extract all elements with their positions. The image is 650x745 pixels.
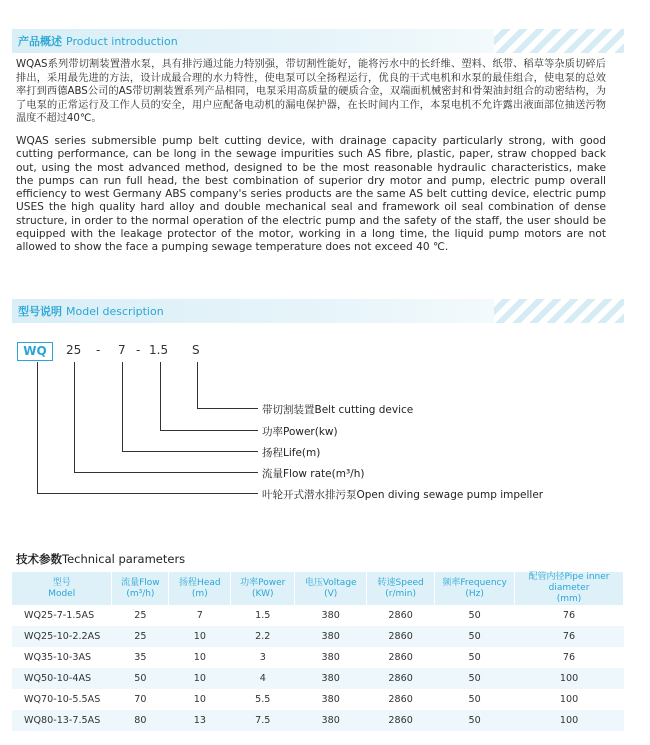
col-header-speed: 转速Speed (r/min) xyxy=(367,572,435,605)
cell-flow: 35 xyxy=(134,652,147,663)
model-desc-flow: 流量Flow rate(m³/h) xyxy=(262,468,365,480)
cell-flow: 25 xyxy=(112,626,169,647)
table-row xyxy=(12,647,624,668)
leader-line-prefix xyxy=(37,362,258,494)
cell-speed: 2860 xyxy=(367,668,435,689)
cell-power: 7.5 xyxy=(231,710,295,731)
cell-head: 10 xyxy=(193,694,206,705)
table-header-row xyxy=(12,572,624,605)
technical-parameters-table xyxy=(12,572,624,731)
model-title-en: Model description xyxy=(66,305,164,318)
model-desc-head: 扬程Life(m) xyxy=(262,447,321,459)
tech-title-en: Technical parameters xyxy=(62,552,186,566)
decorative-stripes xyxy=(494,29,624,53)
cell-pipe-diameter: 76 xyxy=(562,610,576,621)
model-title-cn: 型号说明 xyxy=(18,305,62,318)
cell-power: 4 xyxy=(231,668,295,689)
intro-title-en: Product introduction xyxy=(66,35,178,48)
cell-voltage: 380 xyxy=(321,652,340,663)
cell-frequency: 50 xyxy=(468,694,481,705)
cell-power: 1.5 xyxy=(255,610,271,621)
cell-head: 7 xyxy=(196,610,203,621)
cell-voltage: 380 xyxy=(321,694,340,705)
cell-power: 2.2 xyxy=(231,626,295,647)
model-desc-power: 功率Power(kw) xyxy=(262,426,338,438)
cell-model: WQ80-13-7.5AS xyxy=(12,710,112,731)
cell-speed: 2860 xyxy=(367,710,435,731)
cell-pipe-diameter: 76 xyxy=(515,626,624,647)
cell-flow: 50 xyxy=(112,668,169,689)
table-row xyxy=(12,668,624,689)
cell-power: 5.5 xyxy=(255,694,271,705)
cell-frequency: 50 xyxy=(468,610,481,621)
table-row xyxy=(12,605,624,626)
cell-power: 3 xyxy=(259,652,266,663)
model-code-flow: 25 xyxy=(66,343,82,357)
cell-frequency: 50 xyxy=(435,668,515,689)
cell-voltage: 380 xyxy=(321,610,340,621)
cell-frequency: 50 xyxy=(468,652,481,663)
cell-speed: 2860 xyxy=(388,652,413,663)
cell-head: 10 xyxy=(169,668,231,689)
tech-section-title xyxy=(16,551,185,567)
cell-head: 10 xyxy=(193,652,206,663)
cell-model: WQ35-10-3AS xyxy=(24,652,92,663)
intro-section-header xyxy=(12,29,624,53)
col-header-power: 功率Power (KW) xyxy=(231,572,295,605)
intro-paragraph-cn: WQAS系列带切割装置潜水泵，具有排污通过能力特别强，带切割性能好，能将污水中的长纤维、塑料、纸带、稻草等杂质切碎后排出，采用最先进的方法，设计成最合理的水力特性，使电泵可以全扬程运行，优良的干式电机和水泵的最佳组合，使电泵的总效率打到西德ABS公司的AS带切割装置系列产品相同，电泵采用高质量的硬质合金，双端面机械密封和骨架油封组合的动密结构，为了电泵的正常运行及工作人员的安全，用户应配备电动机的漏电保护器，在长时间内工作，本泵电机不允许露出液面部位抽送污物温度不超过40℃。 xyxy=(16,59,606,125)
cell-head: 10 xyxy=(169,626,231,647)
tech-title-cn: 技术参数 xyxy=(16,552,62,566)
model-code-head: 7 xyxy=(118,343,126,357)
cell-flow: 70 xyxy=(134,694,147,705)
decorative-stripes xyxy=(494,299,624,323)
cell-model: WQ25-10-2.2AS xyxy=(12,626,112,647)
col-header-head: 扬程Head (m) xyxy=(169,572,231,605)
table-row xyxy=(12,626,624,647)
model-desc-prefix: 叶轮开式潜水排污泵Open diving sewage pump impeller xyxy=(262,489,544,501)
cell-voltage: 380 xyxy=(295,668,367,689)
cell-frequency: 50 xyxy=(435,626,515,647)
cell-flow: 25 xyxy=(134,610,147,621)
table-row xyxy=(12,689,624,710)
cell-speed: 2860 xyxy=(367,626,435,647)
model-section-header xyxy=(12,299,624,323)
cell-model: WQ70-10-5.5AS xyxy=(24,694,101,705)
intro-title-cn: 产品概述 xyxy=(18,35,62,48)
col-header-model: 型号 Model xyxy=(12,572,112,605)
cell-pipe-diameter: 100 xyxy=(559,694,579,705)
col-header-pipe-diameter: 配管内径Pipe inner diameter (mm) xyxy=(515,572,624,605)
cell-model: WQ25-7-1.5AS xyxy=(24,610,95,621)
cell-speed: 2860 xyxy=(388,610,413,621)
cell-head: 13 xyxy=(169,710,231,731)
cell-pipe-diameter: 100 xyxy=(515,710,624,731)
table-row xyxy=(12,710,624,731)
cell-frequency: 50 xyxy=(435,710,515,731)
model-section-title xyxy=(18,303,164,319)
col-header-flow: 流量Flow (m³/h) xyxy=(112,572,169,605)
cell-model: WQ50-10-4AS xyxy=(12,668,112,689)
model-code-prefix: WQ xyxy=(17,342,53,361)
model-desc-suffix: 带切割装置Belt cutting device xyxy=(262,404,414,416)
cell-speed: 2860 xyxy=(388,694,413,705)
model-code-power: 1.5 xyxy=(149,343,169,357)
cell-pipe-diameter: 100 xyxy=(515,668,624,689)
cell-voltage: 380 xyxy=(295,626,367,647)
intro-paragraph-en: WQAS series submersible pump belt cutting device, with drainage capacity particularly strong, with good cutting performance, can be long in the sewage impurities such AS fibre, plastic, paper, straw chopped back out, using the most advanced method, designed to be the most reasonable hydraulic characteristics, make the pumps can run full head, the best combination of superior dry motor and pump, electric pump overall efficiency to west Germany ABS company's series products are the same AS belt cutting device, electric pump USES the high quality hard alloy and double mechanical seal and framework oil seal combination of dense structure, in order to the normal operation of the electric pump and the safety of the staff, the user should be equipped with the leakage protector of the motor, working in a long time, the liquid pump motors are not allowed to show the face a pumping sewage temperature does not exceed 40 ℃. xyxy=(16,135,606,254)
intro-section-title xyxy=(18,33,178,49)
col-header-voltage: 电压Voltage (V) xyxy=(295,572,367,605)
model-code-dash: - xyxy=(136,343,141,357)
cell-flow: 80 xyxy=(112,710,169,731)
cell-voltage: 380 xyxy=(295,710,367,731)
model-code-suffix: S xyxy=(192,343,200,357)
model-code-dash: - xyxy=(96,343,101,357)
cell-pipe-diameter: 76 xyxy=(562,652,576,663)
col-header-frequency: 频率Frequency (Hz) xyxy=(435,572,515,605)
